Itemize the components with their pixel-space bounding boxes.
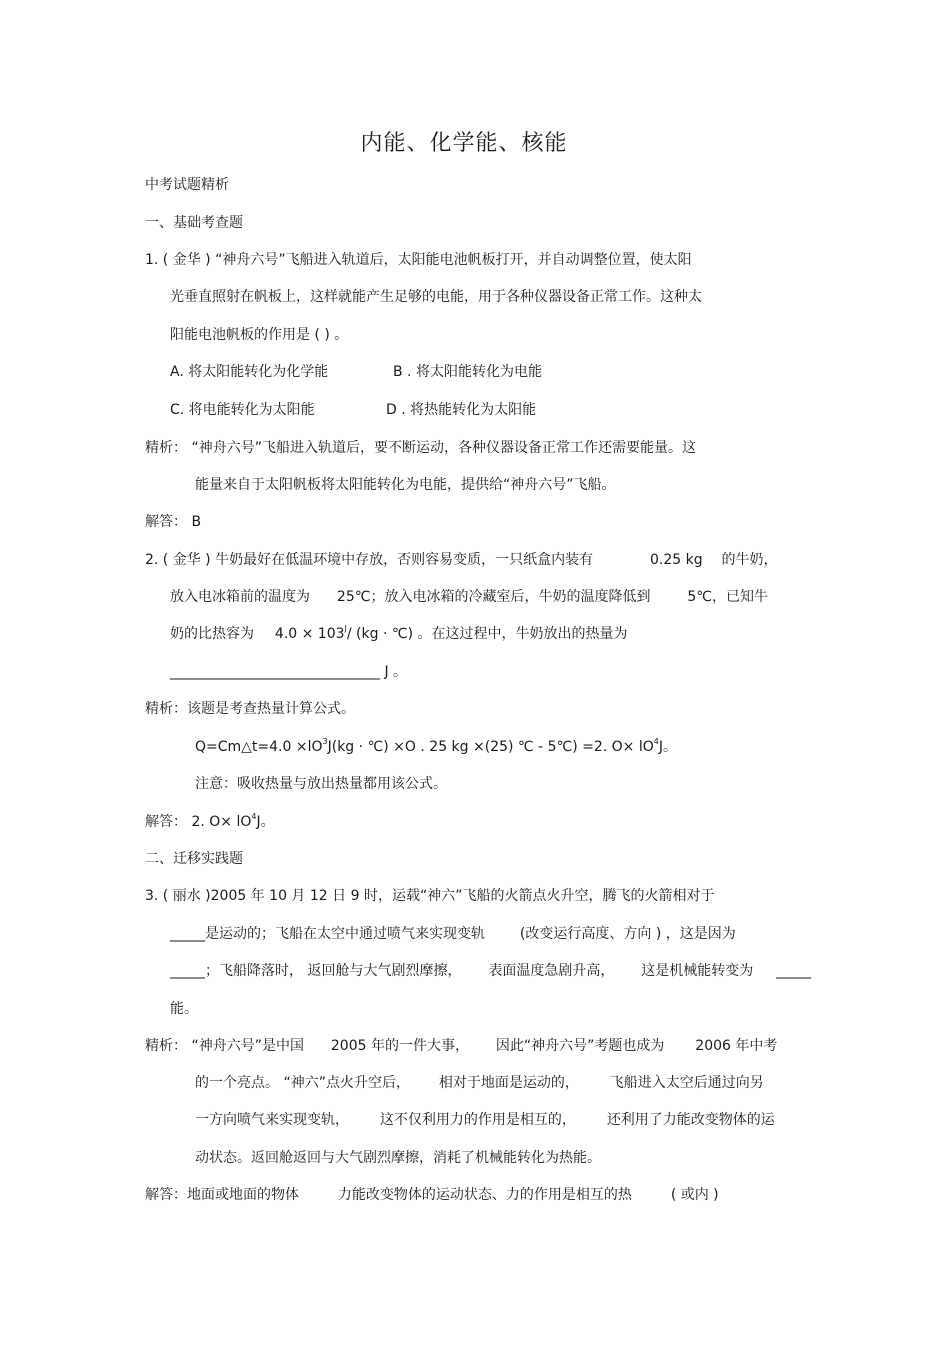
q1-option-a: A. 将太阳能转化为化学能 <box>170 364 329 380</box>
q1-line-3: 阳能电池帆板的作用是 ( ) 。 <box>170 327 349 343</box>
q1-option-b: B . 将太阳能转化为电能 <box>393 364 542 380</box>
q2-analysis-line-1: 精析：该题是考查热量计算公式。 <box>145 701 355 717</box>
q1-analysis-line-2: 能量来自于太阳帆板将太阳能转化为电能，提供给“神舟六号”飞船。 <box>195 477 616 493</box>
q2-line-3-end: / (kg · ℃) 。在这过程中，牛奶放出的热量为 <box>346 626 628 642</box>
q3-line-2-text: _____是运动的；飞船在太空中通过喷气来实现变轨 <box>170 926 485 942</box>
part-heading-2: 二、迁移实践题 <box>145 851 243 867</box>
q3-analysis-1b: 2005 年的一件大事， <box>330 1038 469 1054</box>
q1-answer: 解答： B <box>145 514 202 530</box>
q3-analysis-3c: 还利用了力能改变物体的运 <box>606 1112 775 1128</box>
q3-answer-a: 解答：地面或地面的物体 <box>145 1187 299 1203</box>
q3-line-3-text: _____；飞船降落时， 返回舱与大气剧烈摩擦， <box>170 963 462 979</box>
q1-option-d: D . 将热能转化为太阳能 <box>386 402 537 418</box>
section-label: 中考试题精析 <box>145 177 229 193</box>
q3-line-3-mid: 表面温度急剧升高， <box>488 963 615 979</box>
q2-mass: 0.25 kg <box>650 552 703 568</box>
q3-analysis-2c: 飞船进入太空后通过向另 <box>609 1075 764 1091</box>
q2-answer <box>145 812 275 832</box>
q3-line-1: 3. ( 丽水 )2005 年 10 月 12 日 9 时，运载“神六”飞船的火箭点火升空，腾飞的火箭相对于 <box>145 888 715 904</box>
q3-analysis-1a: 精析： “神舟六号”是中国 <box>145 1038 304 1054</box>
page-title: 内能、化学能、核能 <box>360 131 568 156</box>
q3-answer-b: 力能改变物体的运动状态、力的作用是相互的热 <box>337 1187 632 1203</box>
q3-line-3-blank: _____ <box>776 963 812 979</box>
q1-option-c: C. 将电能转化为太阳能 <box>170 402 315 418</box>
q2-line-1 <box>145 550 778 570</box>
q3-line-3 <box>170 961 811 981</box>
q2-line-3-text: 奶的比热容为 <box>170 626 254 642</box>
q3-analysis-line-1 <box>145 1036 777 1056</box>
q2-specific-heat-sup: J <box>344 624 347 633</box>
q3-line-3-conv: 这是机械能转变为 <box>641 963 754 979</box>
q3-answer <box>145 1185 719 1205</box>
q3-analysis-1d: 2006 年中考 <box>695 1038 778 1054</box>
q3-analysis-line-2 <box>195 1073 764 1093</box>
q2-line-2-end: 5℃，已知牛 <box>687 589 768 605</box>
q3-analysis-2a: 的一个亮点。 “神六”点火升空后， <box>195 1075 410 1091</box>
q1-line-2: 光垂直照射在帆板上，这样就能产生足够的电能，用于各种仪器设备正常工作。这种太 <box>170 289 702 305</box>
q3-analysis-line-3 <box>195 1110 775 1130</box>
q2-formula-part-1: Q=Cm△t=4.0 ×lO <box>195 739 323 755</box>
q2-answer-end: J。 <box>256 814 275 830</box>
q3-analysis-3b: 这不仅利用力的作用是相互的， <box>379 1112 576 1128</box>
q1-analysis-line-1: 精析： “神舟六号”飞船进入轨道后，要不断运动，各种仪器设备正常工作还需要能量。这 <box>145 440 696 456</box>
q2-answer-sup: 4 <box>251 812 257 821</box>
q3-analysis-line-4: 动状态。返回舱返回与大气剧烈摩擦，消耗了机械能转化为热能。 <box>195 1150 601 1166</box>
q2-specific-heat: 4.0 × 103 <box>274 626 345 642</box>
q3-analysis-2b: 相对于地面是运动的， <box>438 1075 579 1091</box>
q3-line-2 <box>170 924 736 944</box>
q2-answer-text: 解答： 2. O× lO <box>145 814 252 830</box>
q3-line-4: 能。 <box>170 1001 198 1017</box>
q3-answer-c: ( 或内 ) <box>670 1187 719 1203</box>
q3-line-2-end: (改变运行高度、方向 ) ，这是因为 <box>519 926 736 942</box>
q2-line-3 <box>170 624 628 644</box>
q2-formula <box>195 737 677 757</box>
q2-line-2-text: 放入电冰箱前的温度为 <box>170 589 310 605</box>
q2-answer-blank: ______________________________ J 。 <box>170 664 408 680</box>
q2-formula-part-3: J。 <box>658 739 678 755</box>
q2-line-1-text: 2. ( 金华 ) 牛奶最好在低温环境中存放，否则容易变质，一只纸盒内装有 <box>145 552 594 568</box>
q3-analysis-3a: 一方向喷气来实现变轨， <box>195 1112 349 1128</box>
q1-line-1: 1. ( 金华 ) “神舟六号”飞船进入轨道后，太阳能电池帆板打开，并自动调整位置，使太阳 <box>145 252 692 268</box>
q2-line-2 <box>170 587 768 607</box>
q2-line-2-temp: 25℃；放入电冰箱的冷藏室后，牛奶的温度降低到 <box>336 589 651 605</box>
q2-formula-sup-1: 3 <box>322 737 328 746</box>
q2-line-1-end: 的牛奶， <box>721 552 778 568</box>
q2-note: 注意：吸收热量与放出热量都用该公式。 <box>195 776 447 792</box>
q2-formula-part-2: J(kg · ℃) ×O . 25 kg ×(25) ℃ - 5℃) =2. O× lO <box>327 739 654 755</box>
part-heading-1: 一、基础考查题 <box>145 215 243 231</box>
q3-analysis-1c: 因此“神舟六号”考题也成为 <box>495 1038 665 1054</box>
q2-formula-sup-2: 4 <box>653 737 659 746</box>
